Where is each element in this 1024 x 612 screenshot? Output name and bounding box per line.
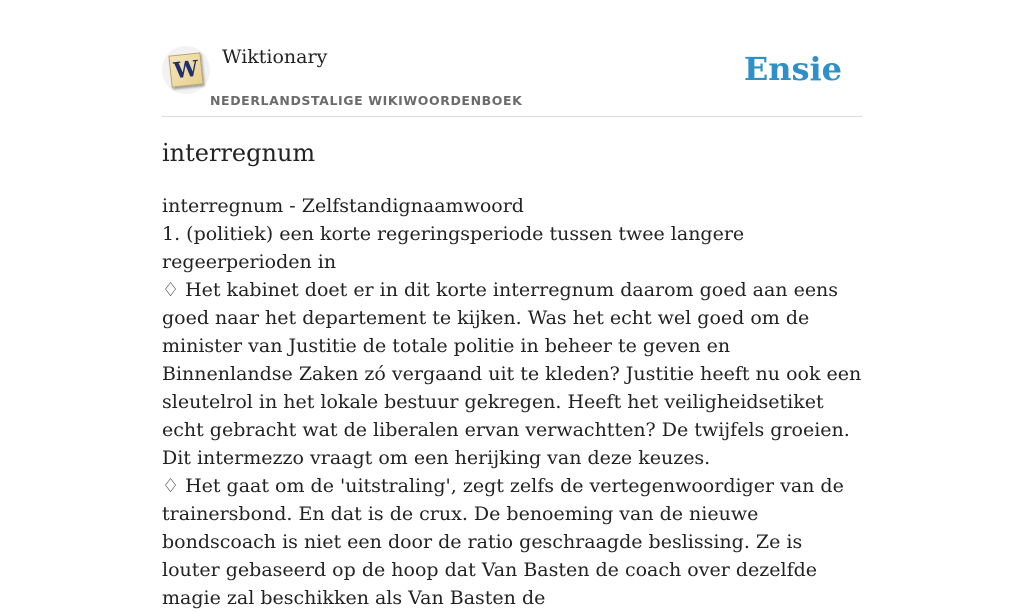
entry-content xyxy=(162,192,862,612)
example-paragraph: ♢ Het gaat om de 'uitstraling', zegt zelfs de vertegenwoordiger van de trainersbond. En dat is de crux. De benoeming van de nieuwe bondscoach is niet een door de ratio geschraagde beslissing. Ze is louter gebaseerd op de hoop dat Van Basten de coach over dezelfde magie zal beschikken als Van Basten de xyxy=(162,475,844,609)
site-name[interactable]: Wiktionary xyxy=(222,46,328,68)
page-title: interregnum xyxy=(162,139,316,167)
header xyxy=(162,0,862,117)
wiktionary-logo[interactable] xyxy=(162,46,210,94)
entry-heading: interregnum - Zelfstandignaamwoord xyxy=(162,195,524,217)
example-paragraph: ♢ Het kabinet doet er in dit korte interregnum daarom goed aan eens goed naar het departement te kijken. Was het echt wel goed om de minister van Justitie de totale politie in beheer te geven en Binnenlandse Zaken zó vergaand uit te kleden? Justitie heeft nu ook een sleutelrol in het lokale bestuur gekregen. Heeft het veiligheidsetiket echt gebracht wat de liberalen ervan verwachtten? De twijfels groeien. Dit intermezzo vraagt om een herijking van deze keuzes. xyxy=(162,279,862,469)
page-card xyxy=(162,0,862,609)
wiktionary-w-tile-icon: W xyxy=(168,52,203,87)
ensie-brand-logo[interactable]: Ensie xyxy=(743,50,842,88)
site-subtitle: NEDERLANDSTALIGE WIKIWOORDENBOEK xyxy=(210,93,523,108)
entry-definition: 1. (politiek) een korte regeringsperiode tussen twee langere regeerperioden in xyxy=(162,223,745,273)
